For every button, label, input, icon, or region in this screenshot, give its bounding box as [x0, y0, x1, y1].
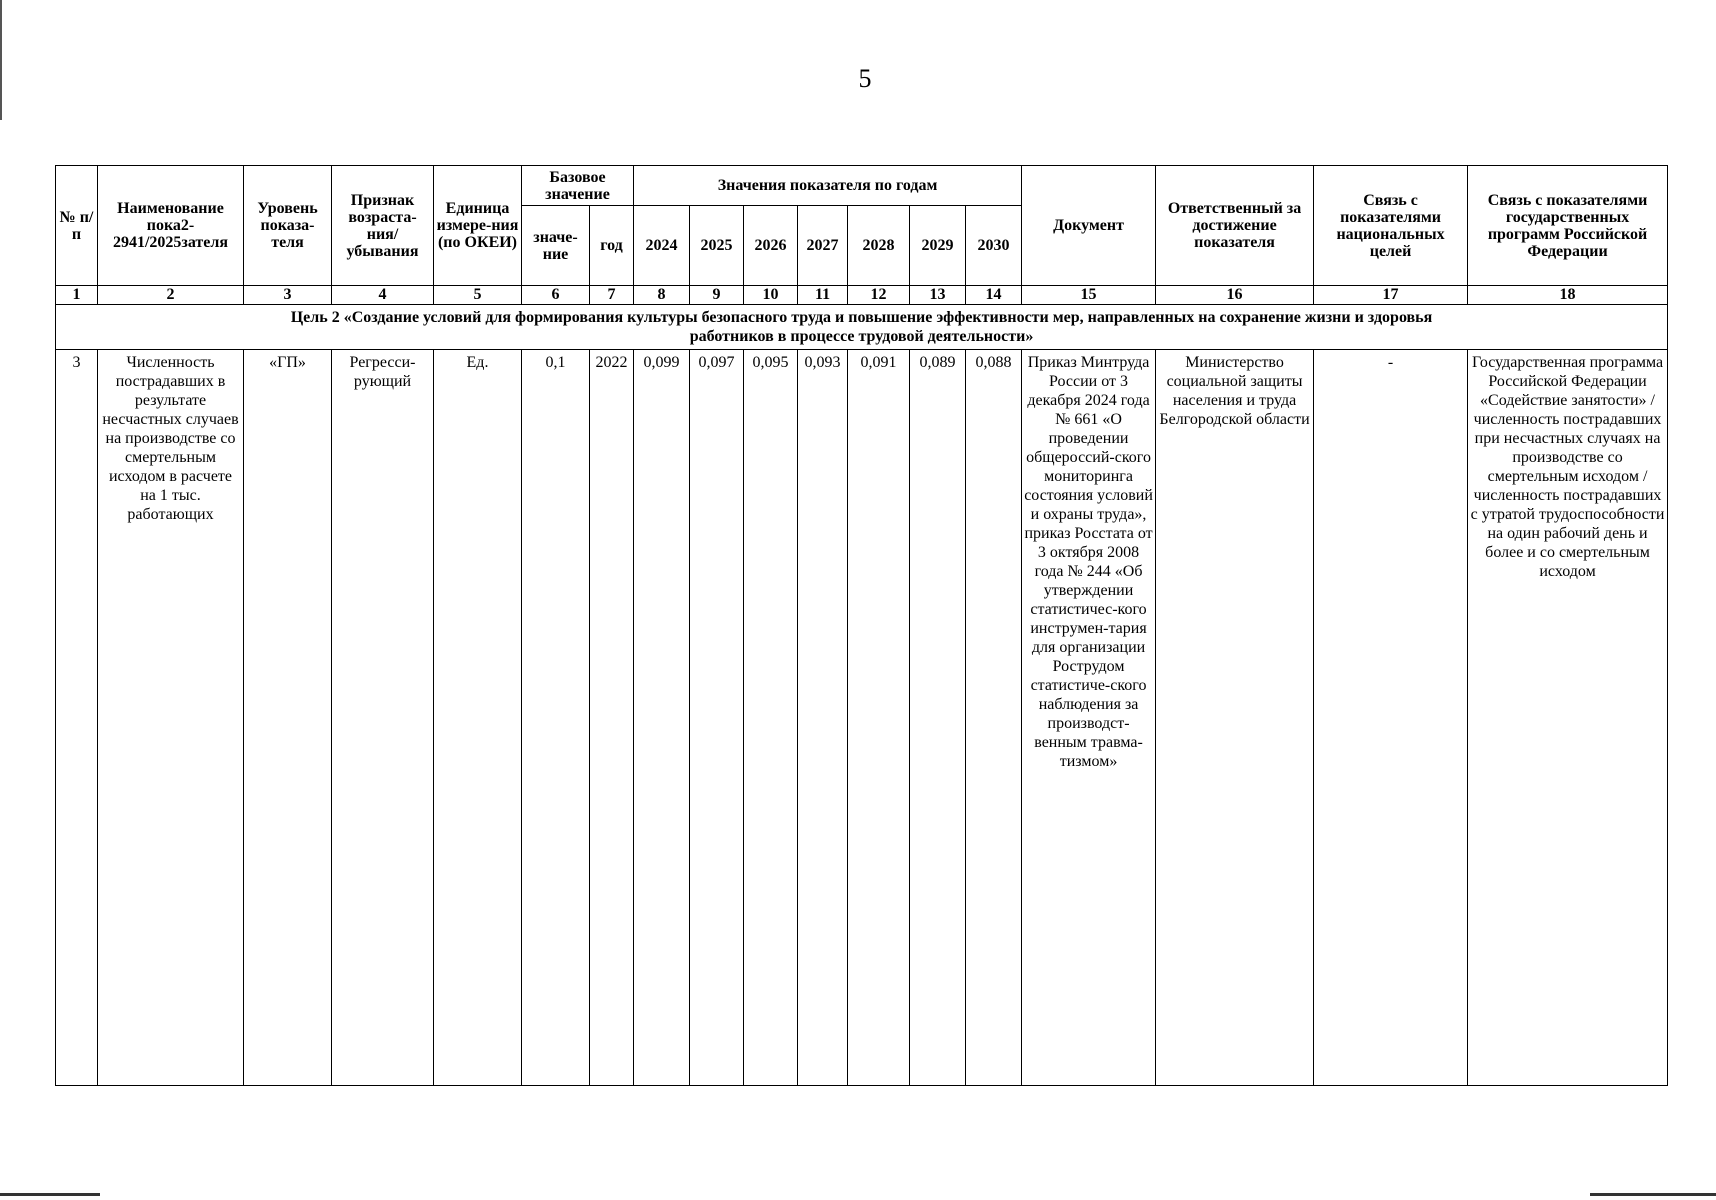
column-number: 16 [1156, 286, 1314, 305]
row-value: 0,091 [848, 350, 910, 1086]
header-sign: Признак возраста-ния/ убывания [332, 166, 434, 286]
column-number: 7 [590, 286, 634, 305]
column-number: 15 [1022, 286, 1156, 305]
row-no: 3 [56, 350, 98, 1086]
column-number: 12 [848, 286, 910, 305]
row-base-value: 0,1 [522, 350, 590, 1086]
header-responsible: Ответственный за достижение показателя [1156, 166, 1314, 286]
row-sign: Регресси-рующий [332, 350, 434, 1086]
header-year: 2025 [690, 206, 744, 286]
row-national-goals: - [1314, 350, 1468, 1086]
column-number: 10 [744, 286, 798, 305]
header-no: № п/п [56, 166, 98, 286]
header-base-value: значе-ние [522, 206, 590, 286]
header-row-1 [56, 166, 1668, 206]
header-state-programs: Связь с показателями государственных программ Российской Федерации [1468, 166, 1668, 286]
header-base-year: год [590, 206, 634, 286]
column-number: 4 [332, 286, 434, 305]
goal-row [56, 305, 1668, 350]
table-row [56, 350, 1668, 1086]
row-document: Приказ Минтруда России от 3 декабря 2024 года № 661 «О проведении общероссий-ского мониторинга состояния условий и охраны труда», приказ Росстата от 3 октября 2008 года № 244 «Об утверждении статистичес-кого инструмен-тария для организации Рострудом статистиче-ского наблюдения за производст-венным травма-тизмом» [1022, 350, 1156, 1086]
column-number: 17 [1314, 286, 1468, 305]
column-number: 3 [244, 286, 332, 305]
header-year: 2026 [744, 206, 798, 286]
row-unit: Ед. [434, 350, 522, 1086]
column-numbers-row [56, 286, 1668, 305]
column-number: 6 [522, 286, 590, 305]
row-value: 0,097 [690, 350, 744, 1086]
scan-edge [0, 0, 2, 120]
row-value: 0,099 [634, 350, 690, 1086]
header-year: 2024 [634, 206, 690, 286]
header-year: 2029 [910, 206, 966, 286]
header-year: 2028 [848, 206, 910, 286]
column-number: 2 [98, 286, 244, 305]
row-responsible: Министерство социальной защиты населения и труда Белгородской области [1156, 350, 1314, 1086]
column-number: 9 [690, 286, 744, 305]
indicators-table [55, 165, 1668, 1086]
row-value: 0,095 [744, 350, 798, 1086]
header-level: Уровень показа-теля [244, 166, 332, 286]
row-base-year: 2022 [590, 350, 634, 1086]
column-number: 11 [798, 286, 848, 305]
row-value: 0,088 [966, 350, 1022, 1086]
row-value: 0,089 [910, 350, 966, 1086]
row-value: 0,093 [798, 350, 848, 1086]
header-base-group: Базовое значение [522, 166, 634, 206]
header-year: 2030 [966, 206, 1022, 286]
column-number: 8 [634, 286, 690, 305]
scan-bottom-edge [0, 1193, 100, 1196]
row-level: «ГП» [244, 350, 332, 1086]
header-national-goals: Связь с показателями национальных целей [1314, 166, 1468, 286]
header-years-group: Значения показателя по годам [634, 166, 1022, 206]
column-number: 18 [1468, 286, 1668, 305]
column-number: 14 [966, 286, 1022, 305]
header-document: Документ [1022, 166, 1156, 286]
header-year: 2027 [798, 206, 848, 286]
scan-bottom-edge [1590, 1193, 1716, 1196]
column-number: 13 [910, 286, 966, 305]
column-number: 5 [434, 286, 522, 305]
header-name: Наименование пока2-2941/2025зателя [98, 166, 244, 286]
header-unit: Единица измере-ния (по ОКЕИ) [434, 166, 522, 286]
page-number: 5 [858, 64, 872, 93]
goal-title: Цель 2 «Создание условий для формирования культуры безопасного труда и повышение эффективности мер, направленных на сохранение жизни и здоровья работников в процессе трудовой деятельности» [56, 305, 1668, 350]
row-name: Численность пострадавших в результате несчастных случаев на производстве со смертельным исходом в расчете на 1 тыс. работающих [98, 350, 244, 1086]
column-number: 1 [56, 286, 98, 305]
row-state-programs: Государственная программа Российской Федерации «Содействие занятости» / численность пострадавших при несчастных случаях на производстве со смертельным исходом / численность пострадавших с утратой трудоспособности на один рабочий день и более и со смертельным исходом [1468, 350, 1668, 1086]
